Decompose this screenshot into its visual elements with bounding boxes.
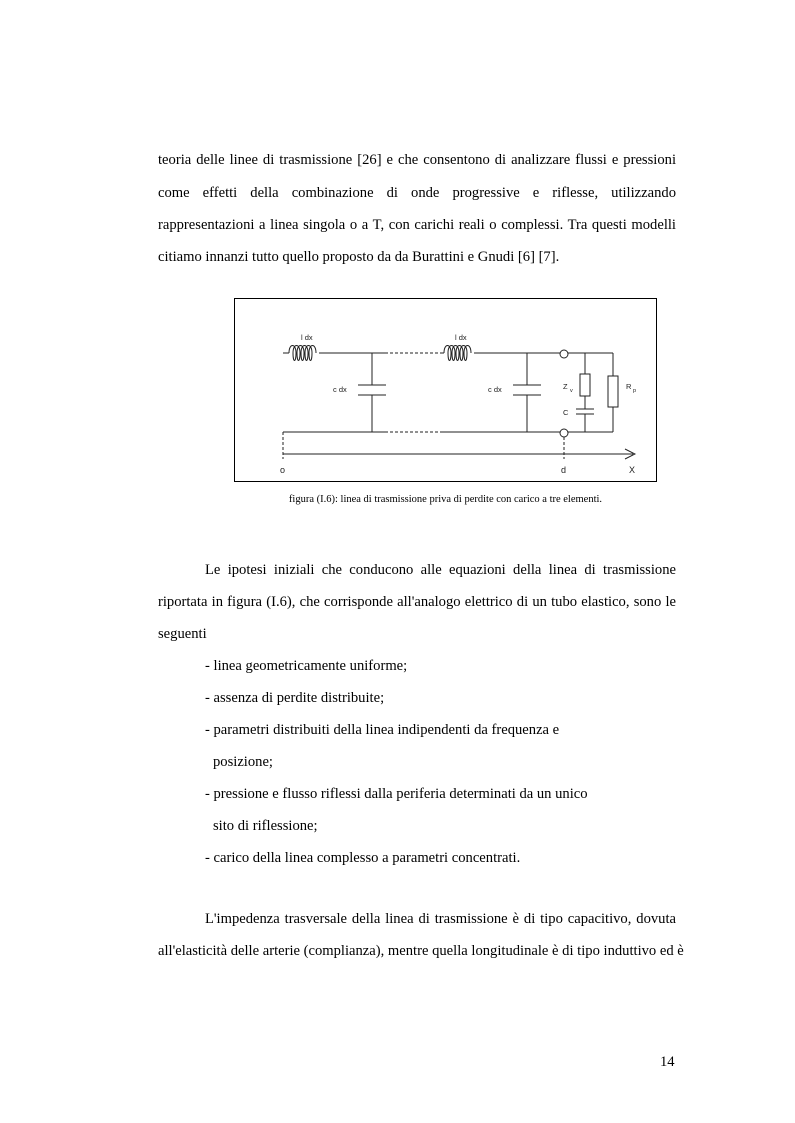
para1-line-1: Le ipotesi iniziali che conducono alle equazioni della linea di trasmissione: [205, 562, 676, 578]
page-number: 14: [660, 1054, 675, 1070]
inductor-1-symbol: [289, 346, 316, 361]
intro-line-1: teoria delle linee di trasmissione [26] e che consentono di analizzare flussi e pressioni: [158, 152, 676, 168]
capacitor-2-label: c dx: [488, 385, 502, 394]
inductor-2-label: l dx: [455, 333, 467, 342]
zv-subscript: v: [570, 388, 573, 394]
list-item-1: - linea geometricamente uniforme;: [205, 658, 408, 674]
list-item-4-cont: sito di riflessione;: [213, 818, 318, 834]
inductor-2-symbol: [444, 346, 471, 361]
origin-label: o: [280, 465, 286, 475]
figure-caption: figura (I.6): linea di trasmissione priva di perdite con carico a tre elementi.: [288, 494, 603, 505]
list-item-5: - carico della linea complesso a parametri concentrati.: [205, 850, 521, 866]
rp-subscript: p: [633, 388, 637, 394]
list-item-3-cont: posizione;: [213, 754, 273, 770]
transmission-line-diagram: [235, 299, 658, 483]
terminal-bottom: [560, 429, 568, 437]
d-label: d: [561, 465, 567, 475]
para2-line-2: all'elasticità delle arterie (complianza), mentre quella longitudinale è di tipo induttivo ed è: [158, 943, 684, 959]
intro-line-2: come effetti della combinazione di onde progressive e riflesse, utilizzando: [158, 185, 676, 201]
para2-line-1: L'impedenza trasversale della linea di trasmissione è di tipo capacitivo, dovuta: [205, 911, 676, 927]
inductor-1-label: l dx: [301, 333, 313, 342]
para1-line-3: seguenti: [158, 626, 207, 642]
list-item-2: - assenza di perdite distribuite;: [205, 690, 385, 706]
zv-label: Z: [563, 382, 568, 391]
rp-label: R: [626, 382, 632, 391]
terminal-top: [560, 350, 568, 358]
circuit-figure: [234, 298, 657, 482]
capacitor-1-label: c dx: [333, 385, 347, 394]
intro-line-3: rappresentazioni a linea singola o a T, con carichi reali o complessi. Tra questi modelli: [158, 217, 676, 233]
rp-resistor: [608, 376, 618, 407]
intro-line-4: citiamo innanzi tutto quello proposto da da Burattini e Gnudi [6] [7].: [158, 249, 560, 265]
list-item-3: - parametri distribuiti della linea indipendenti da frequenza e: [205, 722, 560, 738]
zv-resistor: [580, 374, 590, 396]
x-axis-label: X: [629, 465, 636, 475]
list-item-4: - pressione e flusso riflessi dalla periferia determinati da un unico: [205, 786, 588, 802]
c-label: C: [563, 408, 569, 417]
para1-line-2: riportata in figura (I.6), che corrisponde all'analogo elettrico di un tubo elastico, sono le: [158, 594, 676, 610]
